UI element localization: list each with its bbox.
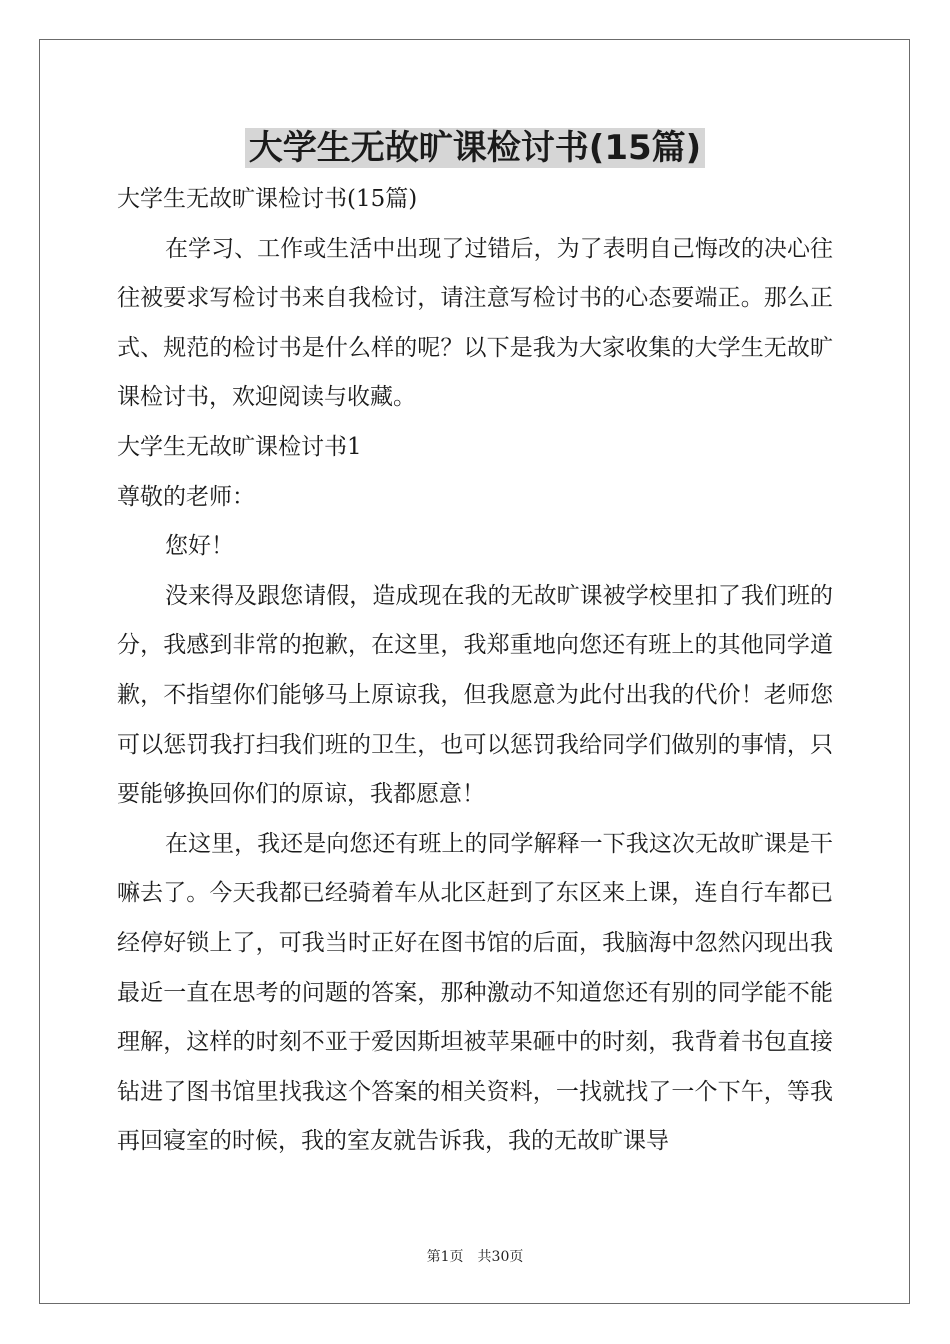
paragraph: 在学习、工作或生活中出现了过错后，为了表明自己悔改的决心往往被要求写检讨书来自我检讨，请注意写检讨书的心态要端正。那么正式、规范的检讨书是什么样的呢？以下是我为大家收集的大学生无故旷课检讨书，欢迎阅读与收藏。 xyxy=(117,235,833,411)
document-title xyxy=(0,124,950,172)
paragraph: 您好！ xyxy=(165,533,234,560)
document-body xyxy=(117,175,833,1167)
paragraph: 没来得及跟您请假，造成现在我的无故旷课被学校里扣了我们班的分，我感到非常的抱歉，在这里，我郑重地向您还有班上的其他同学道歉，不指望你们能够马上原谅我，但我愿意为此付出我的代价！老师您可以惩罚我打扫我们班的卫生，也可以惩罚我给同学们做别的事情，只要能够换回你们的原谅，我都愿意！ xyxy=(117,582,833,808)
paragraph: 大学生无故旷课检讨书1 xyxy=(117,433,362,460)
paragraph: 大学生无故旷课检讨书(15篇) xyxy=(117,186,418,212)
paragraph: 尊敬的老师： xyxy=(117,483,255,510)
page-footer: 第1页 共30页 xyxy=(426,1249,524,1265)
paragraph: 在这里，我还是向您还有班上的同学解释一下我这次无故旷课是干嘛去了。今天我都已经骑着车从北区赶到了东区来上课，连自行车都已经停好锁上了，可我当时正好在图书馆的后面，我脑海中忽然闪现出我最近一直在思考的问题的答案，那种激动不知道您还有别的同学能不能理解，这样的时刻不亚于爱因斯坦被苹果砸中的时刻，我背着书包直接钻进了图书馆里找我这个答案的相关资料，一找就找了一个下午，等我再回寝室的时候，我的室友就告诉我，我的无故旷课导 xyxy=(117,830,833,1155)
document-title-text: 大学生无故旷课检讨书(15篇) xyxy=(245,128,705,168)
